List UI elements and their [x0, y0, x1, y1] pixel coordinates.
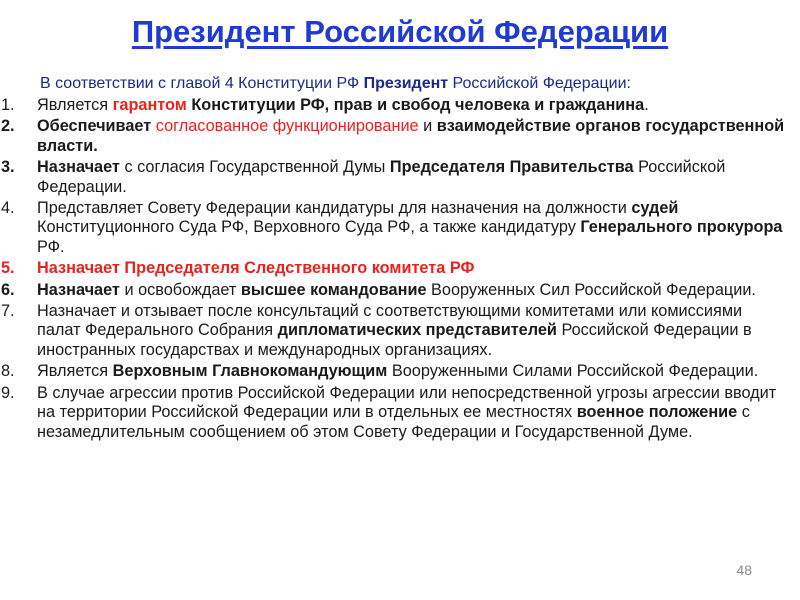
list-item-text: с согласия Государственной Думы: [119, 158, 390, 177]
list-item-text: Вооруженными Силами Российской Федерации.: [387, 362, 759, 381]
intro-pre: В соответствии с главой 4 Конституции РФ: [40, 75, 364, 92]
list-item-text: взаимодействие органов государственной власти.: [37, 117, 785, 155]
list-item: [0, 199, 790, 257]
list-item: [0, 96, 790, 115]
list-item-number: 8.: [1, 362, 15, 381]
list-item-number: 3.: [1, 158, 15, 177]
page-number: 48: [736, 562, 752, 578]
list-item-text: Является: [37, 96, 113, 114]
page-title: Президент Российской Федерации: [131, 14, 669, 49]
list-item-number: 6.: [1, 280, 15, 299]
list-item: [0, 384, 790, 442]
list-item: [0, 281, 790, 300]
list-item-text: Российской Федерации.: [37, 158, 726, 196]
list-item-text: Конституции РФ, прав и свобод человека и гражданина: [191, 96, 645, 114]
list-item-text: и освобождает: [119, 280, 241, 299]
list-item-text: Российской Федерации в иностранных государствах и международных организациях.: [37, 321, 752, 359]
list-item-text: Назначает и отзывает после консультаций с соответствующими комитетами или комиссиями палат Федерального Собрания: [37, 302, 743, 340]
list-item-number: 1.: [1, 96, 15, 114]
list-item-text: судей: [631, 199, 679, 218]
intro-bold: Президент: [363, 75, 449, 92]
list-item-text: Является: [37, 362, 113, 381]
list-item-text: Вооруженных Сил Российской Федерации.: [426, 280, 756, 299]
list-item-text: и: [418, 117, 437, 136]
list-item: [0, 259, 790, 278]
list-item-text: дипломатических представителей: [277, 321, 557, 340]
list-item-number: 4.: [1, 199, 15, 218]
list-item-number: 7.: [1, 302, 15, 321]
list-item: [0, 302, 790, 360]
list-item-text: гарантом: [112, 96, 187, 114]
list-item-text: согласованное функционирование: [155, 117, 419, 136]
list-item-text: РФ.: [37, 237, 65, 256]
list-item-number: 9.: [1, 383, 15, 402]
list-item-text: Представляет Совету Федерации кандидатуры для назначения на должности: [37, 199, 632, 218]
list-item-text: Генерального прокурора: [580, 218, 783, 237]
list-item-text: Конституционного Суда РФ, Верховного Суда РФ, а также кандидатуру: [37, 218, 581, 237]
list-item-text: Верховным Главнокомандующим: [112, 362, 388, 381]
list-item-text: Назначает: [37, 158, 120, 177]
list-item-text: Обеспечивает: [37, 117, 152, 136]
list-item-number: 5.: [1, 259, 15, 278]
list-item-text: Председателя Правительства: [389, 158, 634, 177]
list-item-text: военное положение: [576, 403, 738, 422]
powers-list: [0, 96, 790, 444]
list-item: [0, 117, 790, 156]
list-item-text: В случае агрессии против Российской Федерации или непосредственной угрозы агрессии вводит на территории Российской Федерации или в отдельных ее местностях: [37, 383, 777, 422]
list-item: [0, 362, 790, 381]
list-item-text: Назначает Председателя Следственного комитета РФ: [37, 259, 475, 278]
list-item-number: 2.: [1, 117, 15, 136]
list-item-text: Назначает: [37, 280, 120, 299]
list-item-text: высшее командование: [240, 280, 427, 299]
intro-post: Российской Федерации:: [448, 75, 631, 92]
list-item-text: .: [644, 96, 649, 114]
list-item: [0, 158, 790, 197]
intro-text: [40, 74, 800, 94]
list-item-text: с незамедлительным сообщением об этом Совету Федерации и Государственной Думе.: [37, 403, 750, 441]
